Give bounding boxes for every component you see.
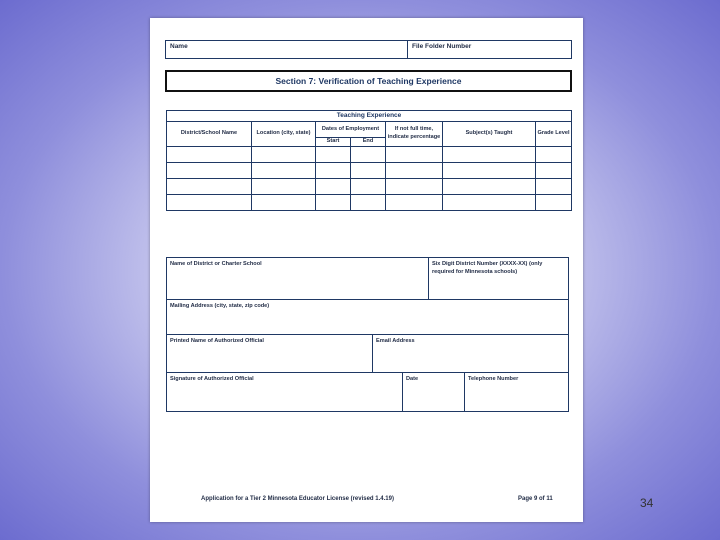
table-cell[interactable] <box>316 179 351 195</box>
printed-name-label: Printed Name of Authorized Official <box>170 338 264 344</box>
table-cell[interactable] <box>351 163 386 179</box>
table-cell[interactable] <box>386 163 443 179</box>
district-number-field[interactable] <box>428 258 568 299</box>
table-cell[interactable] <box>536 163 572 179</box>
signature-label: Signature of Authorized Official <box>170 376 254 382</box>
table-cell[interactable] <box>443 195 536 211</box>
table-cell[interactable] <box>386 179 443 195</box>
col-location: Location (city, state) <box>252 122 316 147</box>
table-cell[interactable] <box>386 195 443 211</box>
date-field[interactable] <box>402 373 464 411</box>
district-number-label: Six Digit District Number (XXXX-XX) (only required for Minnesota schools) <box>432 261 543 275</box>
col-part-time: If not full time, indicate percentage <box>386 122 443 147</box>
table-cell[interactable] <box>167 147 252 163</box>
table-cell[interactable] <box>351 147 386 163</box>
date-label: Date <box>406 376 419 382</box>
teaching-experience-table <box>166 110 572 211</box>
col-dates-employment: Dates of Employment <box>316 122 386 138</box>
form-row <box>167 334 568 372</box>
table-cell[interactable] <box>316 195 351 211</box>
col-district-school: District/School Name <box>167 122 252 147</box>
form-row <box>167 372 568 411</box>
table-cell[interactable] <box>351 179 386 195</box>
table-cell[interactable] <box>443 179 536 195</box>
table-cell[interactable] <box>167 163 252 179</box>
section-title: Section 7: Verification of Teaching Experience <box>165 70 572 92</box>
footer-page-number: Page 9 of 11 <box>518 496 553 502</box>
table-cell[interactable] <box>536 147 572 163</box>
table-row <box>167 147 572 163</box>
table-cell[interactable] <box>167 179 252 195</box>
email-address-label: Email Address <box>376 338 415 344</box>
footer-application-text: Application for a Tier 2 Minnesota Educator License (revised 1.4.19) <box>201 496 394 502</box>
telephone-field[interactable] <box>464 373 568 411</box>
mailing-address-field[interactable] <box>167 300 568 334</box>
col-end: End <box>351 138 386 147</box>
table-cell[interactable] <box>443 147 536 163</box>
file-folder-label: File Folder Number <box>412 43 472 50</box>
table-cell[interactable] <box>351 195 386 211</box>
table-row <box>167 179 572 195</box>
table-cell[interactable] <box>536 179 572 195</box>
document-page <box>150 18 583 522</box>
table-row <box>167 163 572 179</box>
table-cell[interactable] <box>252 147 316 163</box>
mailing-address-label: Mailing Address (city, state, zip code) <box>170 303 270 309</box>
col-start: Start <box>316 138 351 147</box>
table-cell[interactable] <box>316 147 351 163</box>
table-cell[interactable] <box>252 163 316 179</box>
table-cell[interactable] <box>316 163 351 179</box>
table-cell[interactable] <box>536 195 572 211</box>
table-cell[interactable] <box>386 147 443 163</box>
telephone-label: Telephone Number <box>468 376 519 382</box>
table-cell[interactable] <box>443 163 536 179</box>
authorized-official-form <box>166 257 569 412</box>
col-grade-level: Grade Level <box>536 122 572 147</box>
table-cell[interactable] <box>252 195 316 211</box>
email-address-field[interactable] <box>372 335 568 372</box>
name-field[interactable] <box>166 41 408 58</box>
form-row <box>167 258 568 299</box>
district-name-field[interactable] <box>167 258 428 299</box>
col-subjects: Subject(s) Taught <box>443 122 536 147</box>
teaching-experience-title: Teaching Experience <box>167 111 572 122</box>
printed-name-field[interactable] <box>167 335 372 372</box>
district-name-label: Name of District or Charter School <box>170 261 262 267</box>
table-cell[interactable] <box>252 179 316 195</box>
file-folder-field[interactable] <box>408 41 571 58</box>
slide-number: 34 <box>640 496 654 510</box>
name-label: Name <box>170 43 188 50</box>
name-header-box <box>165 40 572 59</box>
form-row <box>167 299 568 334</box>
signature-field[interactable] <box>167 373 402 411</box>
table-cell[interactable] <box>167 195 252 211</box>
table-row <box>167 195 572 211</box>
